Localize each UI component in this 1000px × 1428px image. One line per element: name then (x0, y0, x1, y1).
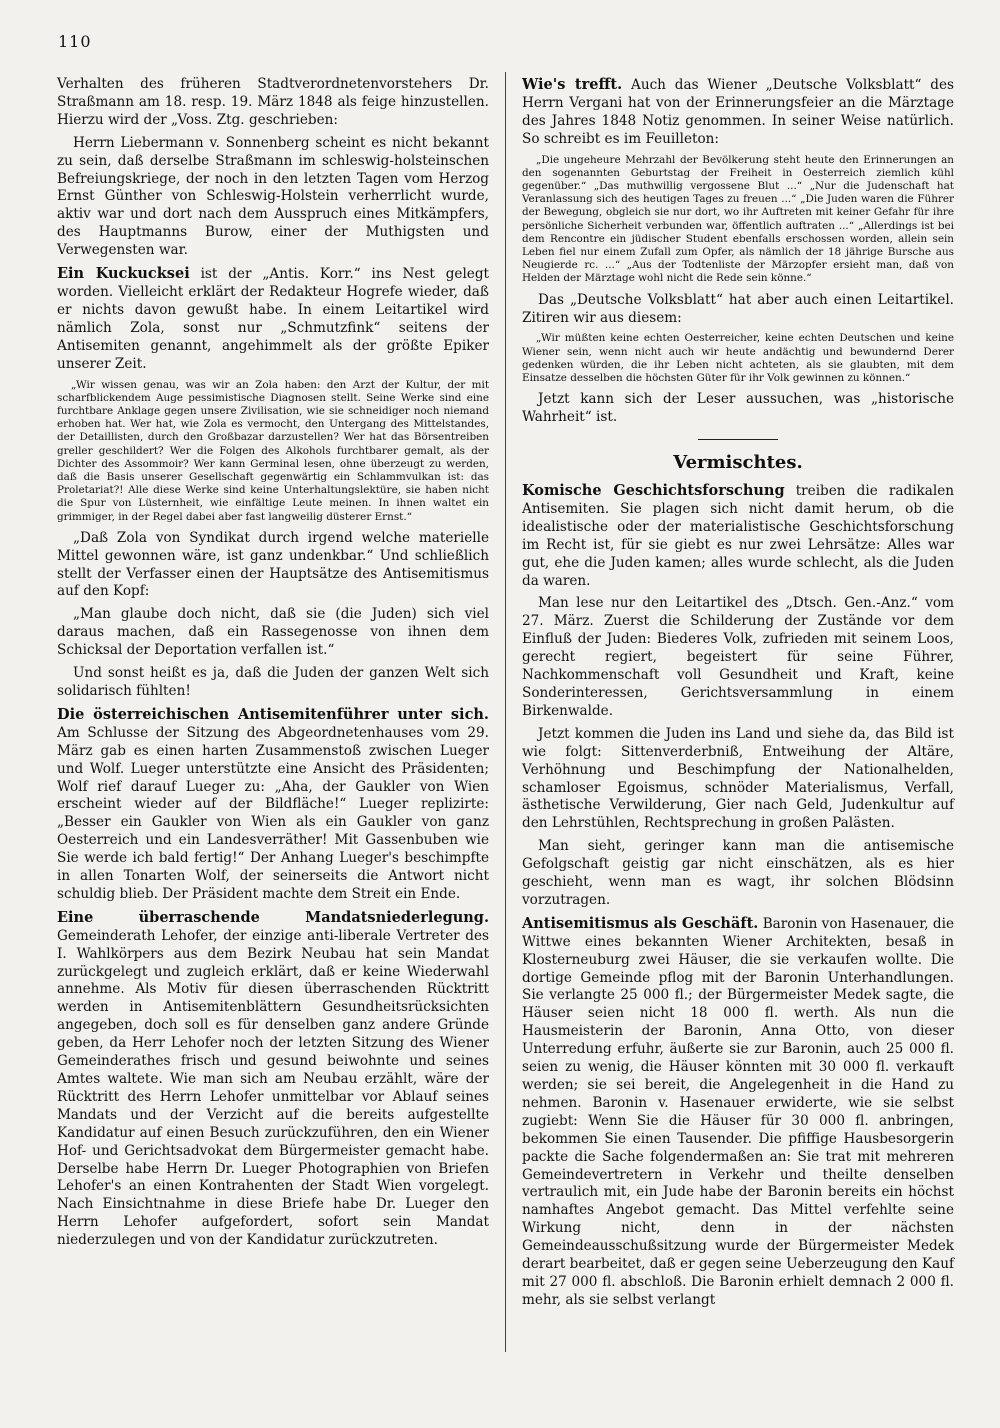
article-headline: Die österreichischen Antisemitenführer unter sich. (57, 705, 489, 723)
column-divider (505, 72, 506, 1352)
article-headline: Antisemitismus als Geschäft. (522, 914, 759, 932)
section-separator (698, 439, 778, 440)
article-paragraph (522, 76, 954, 149)
article-text: ist der „Antis. Korr.“ ins Nest gelegt worden. Vielleicht erklärt der Redakteur Hogrefe wieder, daß er nichts davon gewußt habe. In einem Leitartikel wird nämlich Zola, sonst nur „Schmutzfink“ seitens der Antisemiten genannt, angehimmelt als der größte Epiker unserer Zeit. (57, 266, 490, 372)
article-headline: Eine überraschende Mandatsniederlegung. (57, 908, 489, 926)
quotation: „Die ungeheure Mehrzahl der Bevölkerung steht heute den Erinnerungen an den sogenannten Geburtstag der Freiheit in Oesterreich ziemlich kühl gegenüber.“ „Das muthwillig vergossene Blut ...“ „Nur die Judenschaft hat Veranlassung sich des heutigen Tages zu freuen ...“ „Die Juden waren die Führer der Bewegung, obgleich sie nur dort, wo ihr Auftreten mit keiner Gefahr für ihre persönliche Sicherheit verbunden war, öffentlich auftraten ...“ „Allerdings ist bei dem Rencontre ein jüdischer Student ebenfalls erschossen worden, allein sein Leben fiel nur einem Zufall zum Opfer, als nämlich der 18 jährige Bursche aus Neugierde rc. ...“ „Aus der Todtenliste der Märzopfer ersieht man, daß von Helden der Märztage wohl nicht die Rede sein könne.“ (522, 153, 954, 285)
article-headline: Komische Geschichtsforschung (522, 482, 785, 499)
article-paragraph (522, 915, 954, 1310)
body-paragraph: Verhalten des früheren Stadtverordnetenvorstehers Dr. Straßmann am 18. resp. 19. März 1848 als feige hinzustellen. Hierzu wird der „Voss. Ztg. geschrieben: (57, 76, 489, 128)
article-paragraph (57, 909, 489, 1250)
body-paragraph: „Man glaube doch nicht, daß sie (die Juden) sich viel daraus machen, daß ein Rassegenosse von ihnen dem Schicksal der Deportation verfallen ist.“ (57, 606, 489, 659)
right-column (522, 76, 954, 1315)
article-paragraph (57, 706, 489, 904)
article-text: Gemeinderath Lehofer, der einzige anti-liberale Vertreter des I. Wahlkörpers aus dem Bezirk Neubau hat sein Mandat zurückgelegt und zugleich erklärt, daß er keine Wiederwahl annehme. Als Motiv für diesen überraschenden Rücktritt werden in Antisemitenblättern Gesundheitsrücksichten angegeben, doch soll es für denselben ganz andere Gründe geben, da Herr Lehofer noch der letzten Sitzung des Wiener Gemeinderathes frisch und gesund beiwohnte und seines Amtes waltete. Wie man sich am Neubau erzählt, wäre der Rücktritt des Herrn Lehofer unmittelbar vor Ablauf seines Mandats und der Verzicht auf die bereits aufgestellte Kandidatur auf einen Besuch zurückzuführen, den ein Wiener Hof- und Gerichtsadvokat dem Bürgermeister gemacht habe. Derselbe habe Herrn Dr. Lueger Photographien von Briefen Lehofer's an einen Kontrahenten der Stadt Wien vorgelegt. Nach Einsichtnahme in diese Briefe habe Dr. Lueger den Herrn Lehofer aufgefordert, sofort sein Mandat niederzulegen und von der Kandidatur zurückzutreten. (57, 927, 489, 1249)
body-paragraph: Man sieht, geringer kann man die antisemische Gefolgschaft geistig gar nicht einschätzen, als es hier geschieht, wenn man es wagt, ihr solchen Blödsinn vorzutragen. (522, 838, 954, 908)
page-number: 110 (58, 32, 92, 51)
article-text: Auch das Wiener „Deutsche Volksblatt“ des Herrn Vergani hat von der Erinnerungsfeier an die Märztage des Jahres 1848 Notiz genommen. In seiner Weise natürlich. So schreibt es im Feuilleton: (522, 77, 955, 147)
body-paragraph: Jetzt kann sich der Leser aussuchen, was „historische Wahrheit“ ist. (522, 391, 954, 426)
article-paragraph (57, 265, 489, 373)
article-headline: Wie's trefft. (522, 76, 623, 93)
article-text: treiben die radikalen Antisemiten. Sie plagen sich nicht damit herum, ob die idealistische oder der materialistische Geschichtsforschung im Recht ist, für sie giebt es nur zwei Lehrsätze: Alles war gut, ehe die Juden kamen; alles wurde schlecht, als die Juden da waren. (522, 483, 954, 589)
article-headline: Ein Kuckucksei (57, 265, 190, 283)
article-text: Am Schlusse der Sitzung des Abgeordnetenhauses vom 29. März gab es einen harten Zusammenstoß zwischen Lueger und Wolf. Lueger unterstützte eine Ansicht des Präsidenten; Wolf rief darauf Lueger zu: „Aha, der Gaukler von Wien erscheint wieder auf der Bildfläche!“ Lueger replizirte: „Besser ein Gaukler von Wien als ein Gaukler von ganz Oesterreich und ein Landesverräther! Mit Gassenbuben wie Sie werde ich bald fertig!“ Der Anhang Lueger's beschimpfte in allen Tonarten Wolf, der seinerseits die Antwort nicht schuldig blieb. Der Präsident machte dem Streit ein Ende. (57, 724, 489, 902)
body-paragraph: Man lese nur den Leitartikel des „Dtsch. Gen.-Anz.“ vom 27. März. Zuerst die Schilderung der Zustände vor dem Einfluß der Juden: Biederes Volk, zufrieden mit seinem Loos, gerecht regiert, begeistert für seine Führer, Nachkommenschaft voll Gesundheit und Kraft, keine Sonderinteressen, Gerichtsversammlung in einem Birkenwalde. (522, 595, 954, 719)
quotation: „Wir müßten keine echten Oesterreicher, keine echten Deutschen und keine Wiener sein, wenn nicht auch wir heute andächtig und bewundernd Derer gedenken würden, die ihr Leben nicht achteten, als sie glaubten, mit dem Einsatze desselben die höchsten Güter für ihr Volk gewinnen zu können.“ (522, 332, 954, 385)
body-paragraph: „Daß Zola von Syndikat durch irgend welche materielle Mittel gewonnen wäre, ist ganz undenkbar.“ Und schließlich stellt der Verfasser einen der Hauptsätze des Antisemitismus auf den Kopf: (57, 529, 489, 600)
body-paragraph: Das „Deutsche Volksblatt“ hat aber auch einen Leitartikel. Zitiren wir aus diesem: (522, 291, 954, 326)
article-paragraph (522, 482, 954, 590)
quotation: „Wir wissen genau, was wir an Zola haben: den Arzt der Kultur, der mit scharfblickendem Auge pessimistische Diagnosen stellt. Seine Werke sind eine furchtbare Anklage gegen unsere Zivilisation, wie sie schneidiger noch niemand erhoben hat. Wer hat, wie Zola es vermocht, den Untergang des Mittelstandes, der Detaillisten, durch den Großbazar darzustellen? Wer hat das Börsentreiben greller geschildert? Wer die Folgen des Alkohols furchtbarer gemalt, als der Dichter des Assommoir? Wer kann Germinal lesen, ohne überzeugt zu werden, daß die Basis unserer Gesellschaft gegenwärtig ein Schlammvulkan ist: das Proletariat?! Alle diese Werke sind keine Unterhaltungslektüre, sie haben nicht die Spur von Lüsternheit, wie einfältige Leute meinen. In ihnen waltet ein grimmiger, in der Regel dabei aber fast langweilig düsterer Ernst.“ (57, 378, 489, 523)
section-title: Vermischtes. (673, 452, 803, 474)
article-text: Baronin von Hasenauer, die Wittwe eines bekannten Wiener Architekten, besaß in Klosterneuburg zwei Häuser, die sie verkaufen wollte. Die dortige Gemeinde pflog mit der Baronin Unterhandlungen. Sie verlangte 25 000 fl.; der Bürgermeister Medek sagte, die Häuser seien nicht 18 000 fl. werth. Als nun die Hausmeisterin der Baronin, Anna Otto, von dieser Unterredung erfuhr, äußerte sie zur Baronin, auch 25 000 fl. seien zu wenig, die Häuser könnten mit 30 000 fl. verkauft werden; sie sei bereit, die Angelegenheit in die Hand zu nehmen. Baronin v. Hasenauer erwiderte, wie sie selbst zugiebt: Wenn Sie die Häuser für 30 000 fl. anbringen, bekommen Sie einen Tausender. Die pfiffige Hausbesorgerin packte die Sache folgendermaßen an: Sie trat mit mehreren Gemeindevertretern in Verkehr und theilte denselben vertraulich mit, ein Jude habe der Baronin bereits ein höchst namhaftes Angebot gemacht. Das Mittel verfehlte seine Wirkung nicht, denn in der nächsten Gemeindeausschußsitzung wurde der Bürgermeister Medek derart bearbeitet, daß er gegen seine Ueberzeugung den Kauf mit 27 000 fl. abschloß. Die Baronin erhielt demnach 2 000 fl. mehr, als sie selbst verlangt (522, 915, 954, 1308)
left-column (57, 76, 489, 1255)
body-paragraph: Herrn Liebermann v. Sonnenberg scheint es nicht bekannt zu sein, daß derselbe Straßmann im schleswig-holsteinschen Befreiungskriege, der noch in den letzten Tagen vom Herzog Ernst Günther von Schleswig-Holstein verherrlicht wurde, aktiv war und dort nach dem Ausspruch eines Mitkämpfers, des Hauptmanns Burow, einer der Muthigsten und Verwegensten war. (57, 134, 489, 259)
body-paragraph: Und sonst heißt es ja, daß die Juden der ganzen Welt sich solidarisch fühlten! (57, 665, 489, 699)
body-paragraph: Jetzt kommen die Juden ins Land und siehe da, das Bild ist wie folgt: Sittenverderbniß, Entweihung der Altäre, Verhöhnung und Beschimpfung der Nationalhelden, schamloser Egoismus, schnöder Materialismus, Verfall, ästhetische Verwilderung, Gier nach Geld, Judenkultur auf den Lehrstühlen, Rechtsprechung in großen Palästen. (522, 725, 954, 832)
